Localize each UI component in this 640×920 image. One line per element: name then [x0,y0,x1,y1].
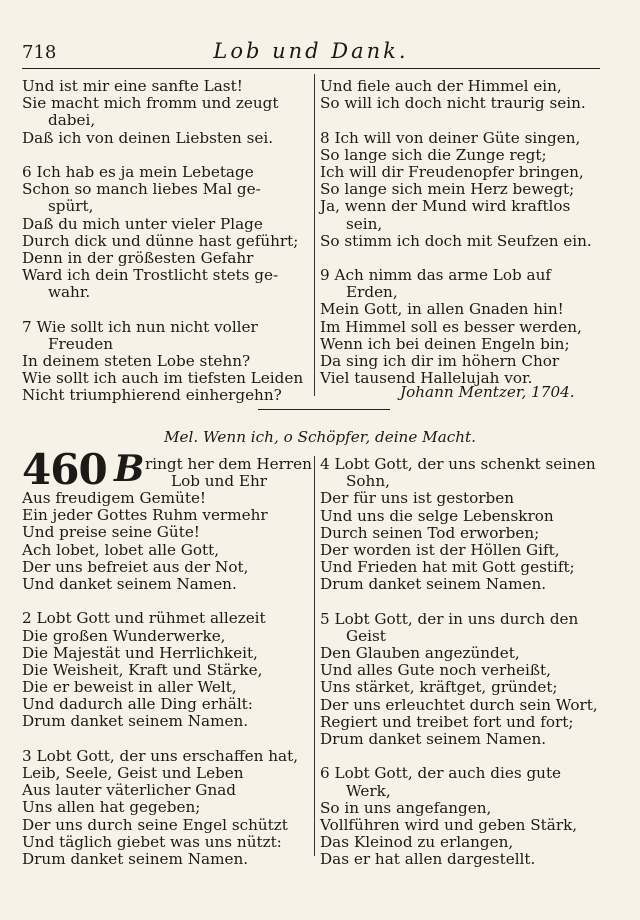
verse-line: 3 Lobt Gott, der uns erschaffen hat, [22,746,299,765]
verse-line: Uns allen hat gegeben; [22,798,201,817]
verse-line: Erden, [346,283,398,302]
verse-line: Und danket seinem Namen. [22,574,237,593]
verse-line: Wenn ich bei deinen Engeln bin; [320,334,570,353]
hymn-first-lines [145,456,315,490]
verse-line: Im Himmel soll es besser werden, [320,317,582,336]
verse-line: Nicht triumphierend einhergehn? [22,386,282,405]
first-line: ringt her dem Herren [145,455,312,473]
verse-line: Und uns die selge Lebenskron [320,506,554,525]
column-divider-bottom [314,456,315,856]
verse-line: 2 Lobt Gott und rühmet allezeit [22,609,266,628]
hymn-number: 460 [22,445,107,494]
verse-line: Denn in der größesten Gefahr [22,248,254,267]
verse-line: Drum danket seinem Namen. [320,730,547,748]
verse-line: Wie sollt ich auch im tiefsten Leiden [22,369,304,388]
hymn-continuation-right-column [320,78,605,387]
hymn-right-column [320,456,605,869]
stanza-gap [22,147,312,164]
verse-line: Das er hat allen dargestellt. [320,850,536,869]
verse-line: Der uns erleuchtet durch sein Wort, [320,695,598,714]
header-rule [22,68,600,69]
hymn-continuation-left-column [22,78,312,405]
page-number: 718 [22,42,57,63]
drop-cap: B [114,448,145,490]
stanza-gap [22,731,312,748]
verse-line: Uns stärket, kräftget, gründet; [320,678,558,697]
stanza-gap [22,593,312,610]
verse-line: 4 Lobt Gott, der uns schenkt seinen [320,455,596,473]
verse-line: dabei, [48,111,96,130]
verse-line: Mein Gott, in allen Gnaden hin! [320,300,564,319]
stanza-gap [22,301,312,318]
verse-line: Aus freudigem Gemüte! [22,489,207,507]
verse-line: spürt, [48,197,94,216]
verse-line: Sie macht mich fromm und zeugt [22,94,279,113]
verse-line: 8 Ich will von deiner Güte singen, [320,128,581,147]
verse-line: Schon so manch liebes Mal ge- [22,180,261,199]
verse-line: Die Majestät und Herrlichkeit, [22,643,258,662]
verse-line: In deinem steten Lobe stehn? [22,352,251,370]
verse-line: 9 Ach nimm das arme Lob auf [320,266,552,285]
verse-line: Leib, Seele, Geist und Leben [22,764,244,782]
verse-line: Sohn, [346,472,390,491]
verse-line: Ich will dir Freudenopfer bringen, [320,162,584,181]
verse-line: Und dadurch alle Ding erhält: [22,695,253,714]
verse-line: 6 Ich hab es ja mein Lebetage [22,162,254,181]
column-divider-top [314,74,315,396]
verse-line: Geist [346,626,386,645]
verse-line: So stimm ich doch mit Seufzen ein. [320,231,592,250]
verse-line: Vollführen wird und geben Stärk, [320,815,578,834]
hymn-left-column [22,490,312,868]
verse-line: Und ist mir eine sanfte Last! [22,77,243,95]
verse-line: 7 Wie sollt ich nun nicht voller [22,317,258,336]
verse-line: Ward ich dein Trostlicht stets ge- [22,266,279,285]
verse-line: Daß du mich unter vieler Plage [22,214,263,233]
verse-line: 6 Lobt Gott, der auch dies gute [320,764,562,783]
verse-line: Die großen Wunderwerke, [22,626,226,645]
running-title: Lob und Dank. [213,39,409,63]
melody-line: Mel. Wenn ich, o Schöpfer, deine Macht. [164,428,476,446]
verse-line: Und täglich giebet was uns nützt: [22,832,282,851]
verse-line: Durch dick und dünne hast geführt; [22,231,299,250]
verse-line: Und fiele auch der Himmel ein, [320,77,562,95]
stanza-gap [320,594,605,611]
verse-line: Drum danket seinem Namen. [320,575,547,594]
verse-line: sein, [346,214,383,233]
hymn-author: Johann Mentzer, 1704. [400,383,575,401]
verse-line: So will ich doch nicht traurig sein. [320,94,586,113]
verse-line: Da sing ich dir im höhern Chor [320,352,560,370]
verse-line: Freuden [48,334,114,353]
verse-line: Der für uns ist gestorben [320,489,515,508]
verse-line: Und Frieden hat mit Gott gestift; [320,558,575,577]
page-header [22,36,600,66]
verse-line: Drum danket seinem Namen. [22,849,249,868]
verse-line: Aus lauter väterlicher Gnad [22,781,236,800]
verse-line: Regiert und treibet fort und fort; [320,712,574,731]
first-line: Lob und Ehr [171,472,268,491]
hymn-separator-rule [258,409,390,410]
verse-line: Das Kleinod zu erlangen, [320,833,514,852]
stanza-gap [320,112,605,129]
verse-line: Ach lobet, lobet alle Gott, [22,540,220,559]
stanza-gap [320,748,605,765]
verse-line: Werk, [346,781,391,800]
verse-line: Die er beweist in aller Welt, [22,678,237,697]
verse-line: Daß ich von deinen Liebsten sei. [22,128,274,147]
verse-line: Und preise seine Güte! [22,523,200,542]
verse-line: Der uns durch seine Engel schützt [22,815,288,834]
stanza-gap [320,250,605,267]
verse-line: Drum danket seinem Namen. [22,712,249,731]
verse-line: Der uns befreiet aus der Not, [22,557,249,576]
verse-line: Die Weisheit, Kraft und Stärke, [22,660,263,679]
verse-line: Durch seinen Tod erworben; [320,523,540,542]
verse-line: Den Glauben angezündet, [320,644,520,663]
verse-line: Und alles Gute noch verheißt, [320,661,551,680]
verse-line: wahr. [48,283,91,302]
verse-line: So lange sich die Zunge regt; [320,145,547,164]
verse-line: So lange sich mein Herz bewegt; [320,180,575,199]
verse-line: So in uns angefangen, [320,798,492,817]
verse-line: Ein jeder Gottes Ruhm vermehr [22,506,268,525]
verse-line: Viel tausend Hallelujah vor. [320,369,533,388]
verse-line: 5 Lobt Gott, der in uns durch den [320,609,579,628]
verse-line: Ja, wenn der Mund wird kraftlos [320,197,571,216]
verse-line: Der worden ist der Höllen Gift, [320,540,560,559]
